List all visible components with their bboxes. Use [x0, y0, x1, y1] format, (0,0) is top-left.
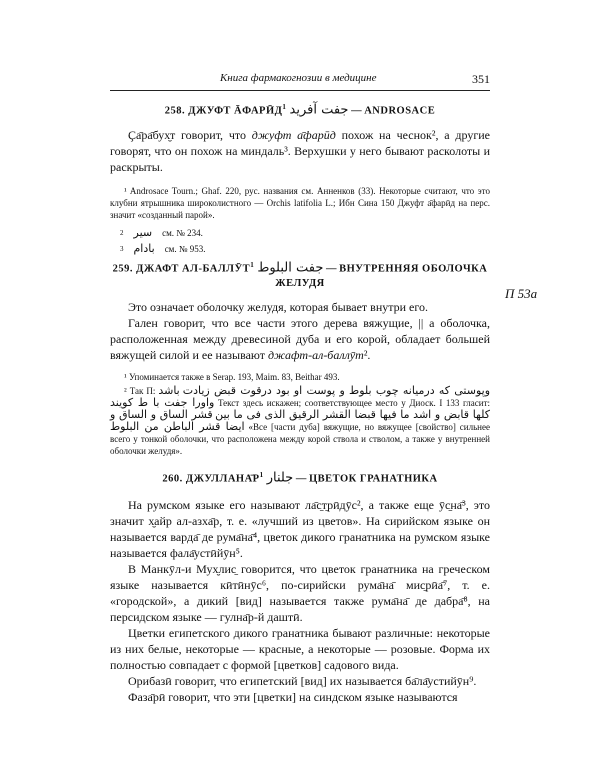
- entry-259-heading: 259. ДЖАФТ АЛ-БАЛЛӮТ$^1$ جفت البلوط — ВНУТРЕННЯЯ ОБОЛОЧКА ЖЕЛУДЯ: [112, 260, 488, 289]
- header-title: Книга фармакогнозии в медицине: [220, 72, 377, 84]
- entry-260-paragraph-1: На румском языке его называют ла̄с̱т̱рӣдӯс², а также еще ӯс̱на̄³, это значит х̮айр ал-азха̄р, т. е. «лучший из цветов». На сирийском языке он называется варда̄ де рума̄на̄⁴, цветок дикого гранатника на румском языке называется фала̄устӣйӯн⁵.: [110, 497, 490, 560]
- entry-259-footnote-2: ² Так П: وپوستی كه درميانه چوب بلوط و پوست او بود درقوت قبض زيادت باشد واورا جفت با ط كويند Текст здесь искажен; соответствующее место у Диоск. I 133 гласит: كلها قابض و اشد ما فيها قبضا القشر الرقيق الذى فى ما بين قشر الساق و الساق و ايضا قشر الباطن من البلوط «Все [части дуба] вяжущие, но вяжущее [свойство] сильнее всего у тонкой оболочки, что расположена между корой ствола и стволом, а также у внутренней оболочки желудя».: [110, 383, 491, 456]
- entry-259-footnote-1: ¹ Упоминается также в Serap. 193, Maim. 83, Beithar 493.: [124, 371, 340, 382]
- entry-259-paragraph-2: Гален говорит, что все части этого дерева вяжущие, || а оболочка, расположенная между древесиной дуба и его корой, обладает большей вяжущей силой и ее называют джафт-ал-баллӯт².: [110, 315, 490, 362]
- entry-258: [110, 100, 490, 255]
- entry-258-footnote-2: 2 سير см. № 234.: [120, 225, 203, 239]
- entry-260-paragraph-5: Фаза̄рӣ говорит, что эти [цветки] на синдском языке называются: [128, 689, 458, 704]
- running-header: [110, 72, 490, 91]
- entry-258-footnote-3: 3 بادام см. № 953.: [120, 241, 206, 255]
- margin-note: П 53а: [505, 286, 538, 301]
- entry-260-paragraph-2: В Манкӯл-и Мух̮лис̱ говорится, что цветок гранатника на греческом языке называется кӣтӣнӯс⁶, по-сирийски рума̄на̄ мис̱рӣа̄⁷, т. е. «городской», а дикий [вид] называется также рума̄на̄ де дабра̄⁸, на персидском языке — гулна̄р-й даштӣ.: [110, 561, 490, 624]
- entry-259-paragraph-1: Это означает оболочку желудя, которая бывает внутри его.: [128, 299, 428, 314]
- entry-258-heading: 258. ДЖУФТ ĀФАРӢД$^1$ جفت آفرید — ANDROSACE: [164, 102, 436, 118]
- page-number: 351: [472, 72, 490, 86]
- entry-258-paragraph: Ҫа̄ра̄бух̮т говорит, что джуфт а̄фарӣд похож на чеснок², а другие говорят, что он похож на миндаль³. Верхушки у него бывают расколоты и раскрыты.: [110, 127, 491, 174]
- entry-260: [110, 468, 490, 705]
- entry-260-heading: 260. $ДЖУЛЛАНА̄Р^1$ جلنار — ЦВЕТОК ГРАНАТНИКА: [162, 470, 438, 486]
- entry-260-paragraph-3: Цветки египетского дикого гранатника бывают различные: некоторые из них белые, некоторые — красные, а некоторые — розовые. Форма их полностью совпадает с формой [цветков] садового вида.: [110, 625, 490, 672]
- entry-258-footnote-1: ¹ Androsace Tourn.; Ghaf. 220, рус. названия см. Анненков (33). Некоторые считают, что это клубни ятрышника широколистного — Orchis latifolia L.; Ибн Сина 150 Джуфт а̄фарӣд на перс. значит «созданный парой».: [110, 185, 490, 220]
- entry-259: [110, 258, 490, 457]
- entry-260-paragraph-4: Орибазӣ говорит, что египетский [вид] их называется ба̄ла̄устийӯн⁹.: [128, 673, 477, 688]
